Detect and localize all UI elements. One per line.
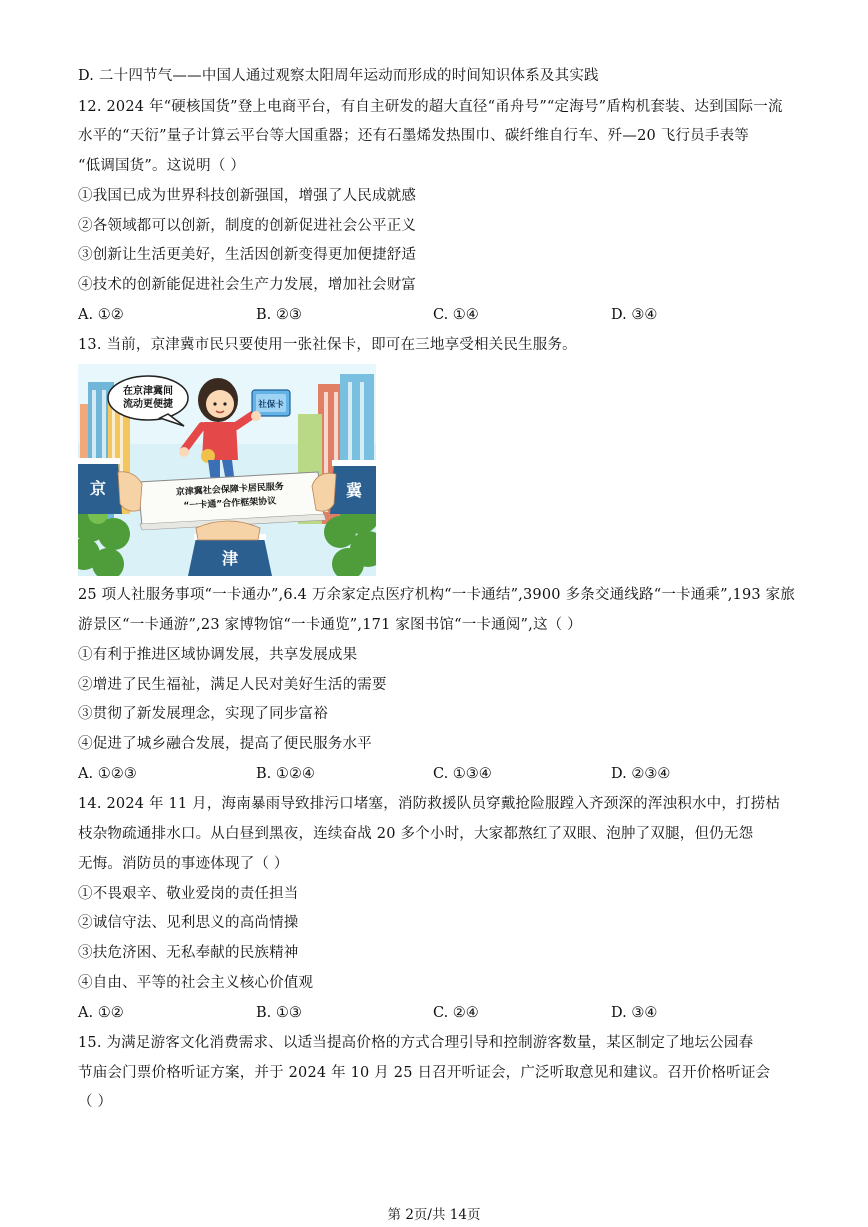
q12-option-c: C. ①④ [433, 307, 479, 323]
q14-option-d: D. ③④ [611, 1005, 658, 1021]
q13-statement-3: ③贯彻了新发展理念，实现了同步富裕 [78, 706, 328, 722]
q13-stem-line-3: 游景区“一卡通游”,23 家博物馆“一卡通览”,171 家图书馆“一卡通阅”,这（ ） [78, 617, 582, 633]
q12-statement-2: ②各领域都可以创新，制度的创新促进社会公平正义 [78, 218, 417, 234]
document-title-2: “一卡通”合作框架协议 [183, 496, 277, 512]
q13-option-c: C. ①③④ [433, 766, 492, 782]
q12-stem-line-1: 12. 2024 年“硬核国货”登上电商平台，有自主研发的超大直径“甬舟号”“定海号”盾构机套装、达到国际一流 [78, 99, 783, 115]
q15-stem-line-2: 节庙会门票价格听证方案，并于 2024 年 10 月 25 日召开听证会，广泛听取意见和建议。召开价格听证会 [78, 1065, 771, 1081]
q14-stem-line-3: 无悔。消防员的事迹体现了（ ） [78, 856, 289, 872]
q14-statement-3: ③扶危济困、无私奉献的民族精神 [78, 945, 299, 961]
q13-statement-4: ④促进了城乡融合发展，提高了便民服务水平 [78, 736, 372, 752]
card-label: 社保卡 [258, 400, 284, 410]
q12-option-b: B. ②③ [256, 307, 302, 323]
q12-statement-1: ①我国已成为世界科技创新强国，增强了人民成就感 [78, 188, 417, 204]
hand-label-bottom: 津 [221, 549, 239, 568]
q14-statement-4: ④自由、平等的社会主义核心价值观 [78, 975, 314, 991]
q14-options [78, 1003, 798, 1023]
q14-stem-line-2: 枝杂物疏通排水口。从白昼到黑夜，连续奋战 20 多个小时，大家都熬红了双眼、泡肿了双腿，但仍无怨 [78, 826, 754, 842]
q12-option-d: D. ③④ [611, 307, 658, 323]
q12-options [78, 305, 798, 325]
q15-stem-line-3: （ ） [78, 1094, 113, 1110]
q14-stem-line-1: 14. 2024 年 11 月，海南暴雨导致排污口堵塞，消防救援队员穿戴抢险服蹚入齐颈深的浑浊积水中，打捞枯 [78, 796, 781, 812]
q11-option-d: D. 二十四节气——中国人通过观察太阳周年运动而形成的时间知识体系及其实践 [78, 68, 599, 84]
bubble-text-1: 在京津冀间 [123, 386, 173, 397]
page-number-footer: 第 2页/共 14页 [387, 1207, 481, 1223]
document-title-1: 京津冀社会保障卡居民服务 [175, 482, 285, 498]
cartoon-illustration [78, 364, 376, 576]
q14-statement-2: ②诚信守法、见利思义的高尚情操 [78, 915, 299, 931]
q14-statement-1: ①不畏艰辛、敬业爱岗的责任担当 [78, 886, 299, 902]
q14-option-b: B. ①③ [256, 1005, 302, 1021]
q15-stem-line-1: 15. 为满足游客文化消费需求、以适当提高价格的方式合理引导和控制游客数量，某区制定了地坛公园春 [78, 1035, 754, 1051]
q13-option-b: B. ①②④ [256, 766, 315, 782]
hand-label-right: 冀 [345, 481, 363, 500]
q14-option-c: C. ②④ [433, 1005, 479, 1021]
q13-option-d: D. ②③④ [611, 766, 671, 782]
q13-stem-line-1: 13. 当前，京津冀市民只要使用一张社保卡，即可在三地享受相关民生服务。 [78, 337, 577, 353]
q14-option-a: A. ①② [78, 1005, 124, 1021]
q12-option-a: A. ①② [78, 307, 124, 323]
q13-stem-line-2: 25 项人社服务事项“一卡通办”,6.4 万余家定点医疗机构“一卡通结”,3900 多条交通线路“一卡通乘”,193 家旅 [78, 587, 796, 603]
social-security-card-cartoon [78, 364, 376, 576]
q13-option-a: A. ①②③ [78, 766, 137, 782]
bubble-text-2: 流动更便捷 [123, 399, 173, 410]
q12-statement-3: ③创新让生活更美好，生活因创新变得更加便捷舒适 [78, 247, 417, 263]
q12-statement-4: ④技术的创新能促进社会生产力发展，增加社会财富 [78, 277, 417, 293]
hand-label-left: 京 [89, 479, 107, 498]
q12-stem-line-2: 水平的“天衍”量子计算云平台等大国重器；还有石墨烯发热围巾、碳纤维自行车、歼—20 飞行员手表等 [78, 128, 749, 144]
q12-stem-line-3: “低调国货”。这说明（ ） [78, 158, 246, 174]
q13-statement-1: ①有利于推进区域协调发展，共享发展成果 [78, 647, 358, 663]
q13-statement-2: ②增进了民生福祉，满足人民对美好生活的需要 [78, 677, 387, 693]
q13-options [78, 764, 798, 784]
